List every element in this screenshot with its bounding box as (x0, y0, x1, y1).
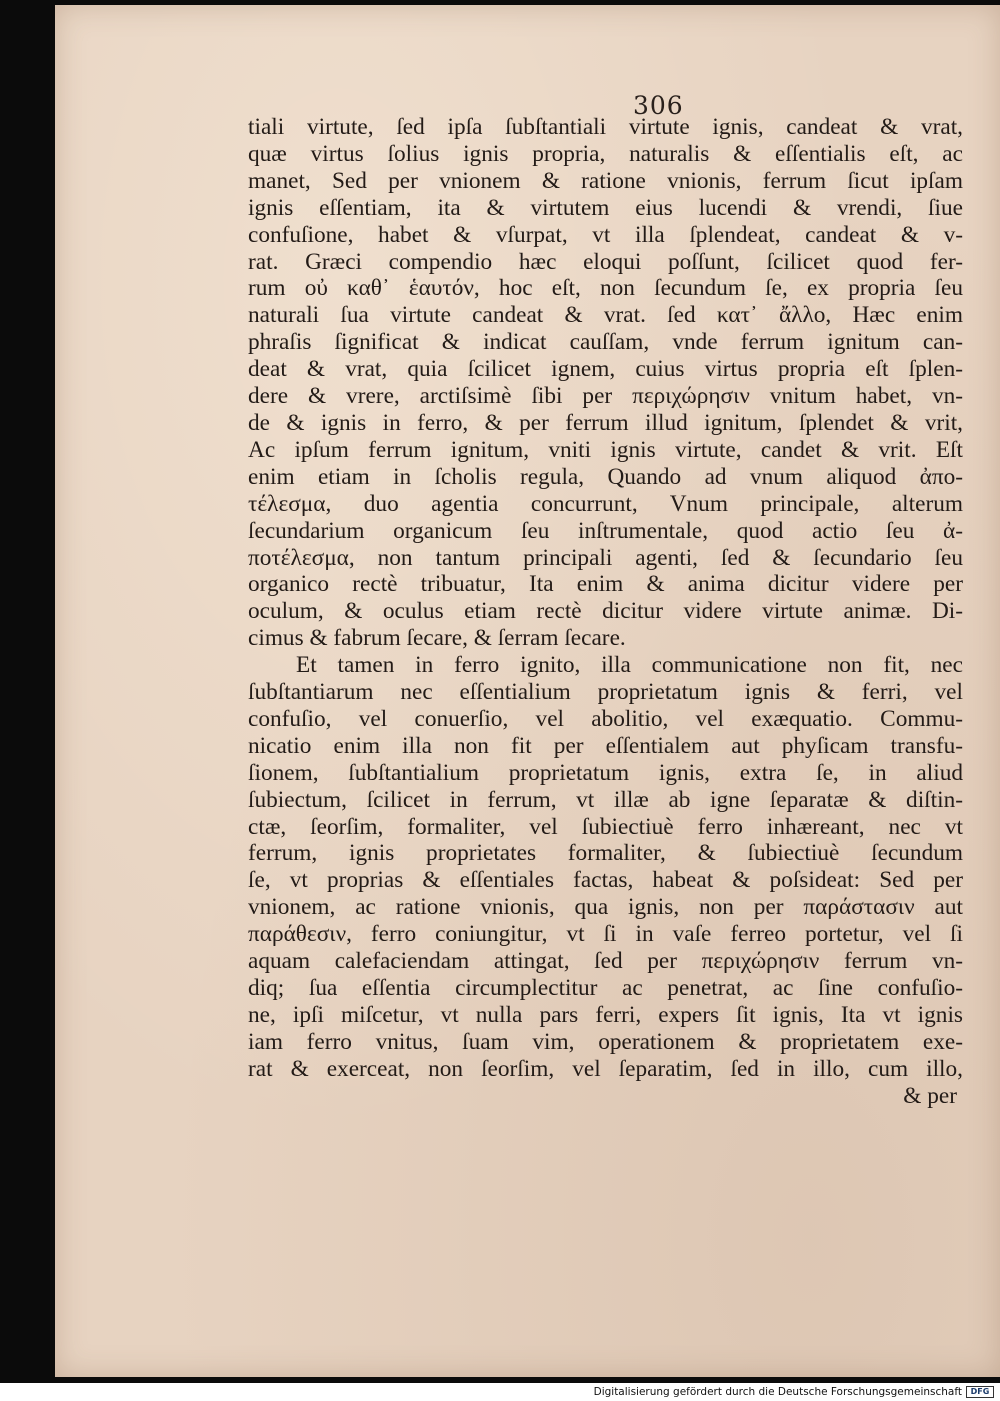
text-line: oculum, & oculus etiam rectè dicitur videre virtute animæ. Di- (248, 598, 963, 625)
text-line: diq; ſua eſſentia circumplectitur ac penetrat, ac ſine confuſio- (248, 975, 963, 1001)
text-line: de & ignis in ferro, & per ferrum illud ignitum, ſplendet & vrit, (248, 409, 963, 436)
text-line: rat. Græci compendio hæc eloqui poſſunt, ſcilicet quod fer- (248, 248, 963, 275)
text-line: ſe, vt proprias & eſſentiales factas, habeat & poſsideat: Sed per (248, 867, 963, 894)
text-line: rum οὐ καθ᾽ ἑαυτόν, hoc eſt, non ſecundum ſe, ex propria ſeu (248, 275, 963, 302)
page-number: 306 (633, 91, 684, 120)
text-line: aquam calefaciendam attingat, ſed per περιχώρησιν ferrum vn- (248, 948, 963, 975)
text-line: enim etiam in ſcholis regula, Quando ad vnum aliquod ἀπο- (248, 463, 963, 490)
text-line: τέλεσμα, duo agentia concurrunt, Vnum principale, alterum (248, 490, 963, 517)
text-line: ſecundarium organicum ſeu inſtrumentale, quod actio ſeu ἀ- (248, 517, 963, 544)
text-line: ignis eſſentiam, ita & virtutem eius lucendi & vrendi, ſiue (248, 194, 963, 221)
text-line: tiali virtute, ſed ipſa ſubſtantiali virtute ignis, candeat & vrat, (248, 114, 963, 140)
body-text (248, 114, 963, 1110)
text-line: naturali ſua virtute candeat & vrat. ſed κατ᾽ ἄλλο, Hæc enim (248, 302, 963, 329)
text-line: manet, Sed per vnionem & ratione vnionis, ferrum ſicut ipſam (248, 167, 963, 194)
text-line: quæ virtus ſolius ignis propria, naturalis & eſſentialis eſt, ac (248, 140, 963, 167)
catchword: & per (903, 1082, 957, 1109)
text-line: παράθεσιν, ferro coniungitur, vt ſi in vaſe ferreo portetur, vel ſi (248, 921, 963, 948)
text-line: nicatio enim illa non fit per eſſentialem aut phyſicam transfu- (248, 732, 963, 759)
text-line: ποτέλεσμα, non tantum principali agenti, ſed & ſecundario ſeu (248, 544, 963, 571)
text-line: cimus & fabrum ſecare, & ſerram ſecare. (248, 625, 626, 652)
text-line: phraſis ſignificat & indicat cauſſam, vnde ferrum ignitum can- (248, 329, 963, 356)
text-line: organico rectè tribuatur, Ita enim & anima dicitur videre per (248, 571, 963, 598)
text-line: vnionem, ac ratione vnionis, qua ignis, non per παράστασιν aut (248, 894, 963, 921)
text-line: ne, ipſi miſcetur, vt nulla pars ferri, expers ſit ignis, Ita vt ignis (248, 1001, 963, 1028)
text-line: dere & vrere, arctiſsimè ſibi per περιχώρησιν vnitum habet, vn- (248, 383, 963, 410)
text-line: ſubſtantiarum nec eſſentialium proprietatum ignis & ferri, vel (248, 679, 963, 706)
text-line: ctæ, ſeorſim, formaliter, vel ſubiectiuè ferro inhæreant, nec vt (248, 813, 963, 840)
text-line: rat & exerceat, non ſeorſim, vel ſeparatim, ſed in illo, cum illo, (248, 1055, 963, 1082)
text-line: ſionem, ſubſtantialium proprietatum ignis, extra ſe, in aliud (248, 759, 963, 786)
text-line: Et tamen in ferro ignito, illa communicatione non fit, nec (296, 652, 963, 679)
funding-credit: Digitalisierung gefördert durch die Deutsche Forschungsgemeinschaft (593, 1386, 962, 1398)
text-line: ſubiectum, ſcilicet in ferrum, vt illæ ab igne ſeparatæ & diſtin- (248, 786, 963, 813)
dfg-logo-icon: DFG (966, 1386, 994, 1398)
text-line: confuſione, habet & vſurpat, vt illa ſplendeat, candeat & v- (248, 221, 963, 248)
footer-bar (0, 1383, 1000, 1401)
text-line: confuſio, vel conuerſio, vel abolitio, vel exæquatio. Commu- (248, 705, 963, 732)
text-line: Ac ipſum ferrum ignitum, vniti ignis virtute, candet & vrit. Eſt (248, 436, 963, 463)
text-line: ferrum, ignis proprietates formaliter, & ſubiectiuè ſecundum (248, 840, 963, 867)
text-line: iam ferro vnitus, ſuam vim, operationem & proprietatem exe- (248, 1028, 963, 1055)
text-line: deat & vrat, quia ſcilicet ignem, cuius virtus propria eſt ſplen- (248, 356, 963, 383)
